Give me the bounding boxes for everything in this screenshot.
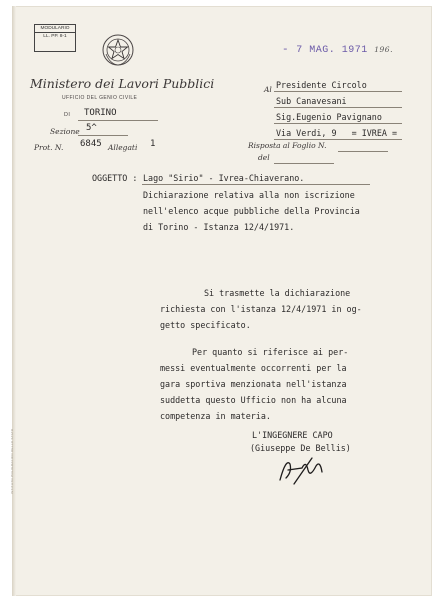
form-code-box [34, 24, 76, 52]
allegati-label: Allegati [108, 143, 138, 152]
printer-margin-text: ISTITUTO POLIGRAFICO DELLO STATO [10, 428, 14, 494]
city-name: TORINO [84, 108, 117, 118]
date-suffix: 196 [374, 45, 391, 54]
body-line: gara sportiva menzionata nell'istanza [160, 379, 347, 389]
subject-line: di Torino - Istanza 12/4/1971. [143, 222, 295, 232]
body-line: richiesta con l'istanza 12/4/1971 in og- [160, 304, 362, 314]
al-label: Al [264, 85, 272, 94]
recipient-rule [274, 107, 402, 108]
handwritten-signature [272, 450, 332, 490]
recipient-line: Sub Canavesani [276, 96, 347, 106]
di-label: DI [64, 112, 71, 118]
subject-line: Lago "Sirio" - Ivrea-Chiaverano. [143, 173, 305, 183]
reply-del-label: del [258, 153, 270, 162]
recipient-rule [274, 139, 402, 140]
sezione-label: Sezione [50, 127, 80, 136]
reply-del-rule [274, 163, 334, 164]
date-stamp: - 7 MAG. 1971 196. [282, 44, 393, 56]
body-line: Per quanto si riferisce ai per- [192, 347, 349, 357]
prot-label: Prot. N. [34, 143, 64, 152]
body-line: competenza in materia. [160, 411, 271, 421]
subject-label: OGGETTO : [92, 173, 138, 183]
date-value: 7 MAG. 1971 [296, 45, 368, 56]
italian-republic-emblem-icon [100, 32, 136, 68]
prot-value: 6845 [80, 139, 102, 149]
form-code-line1: MODULARIO [35, 25, 75, 33]
recipient-line: Via Verdi, 9 = IVREA = [276, 128, 398, 138]
reply-ref-rule [338, 151, 388, 152]
subject-line: nell'elenco acque pubbliche della Provincia [143, 206, 360, 216]
subject-line: Dichiarazione relativa alla non iscrizione [143, 190, 355, 200]
recipient-line: Sig.Eugenio Pavignano [276, 112, 382, 122]
reply-ref-label: Risposta al Foglio N. [248, 141, 327, 150]
body-line: Si trasmette la dichiarazione [204, 288, 351, 298]
recipient-rule [274, 123, 402, 124]
subject-rule [142, 184, 370, 185]
closing-title: L'INGEGNERE CAPO [252, 430, 333, 440]
allegati-value: 1 [150, 139, 156, 149]
body-line: suddetta questo Ufficio non ha alcuna [160, 395, 347, 405]
office-name: UFFICIO DEL GENIO CIVILE [62, 95, 138, 101]
paper-edge [12, 6, 16, 596]
city-rule [78, 120, 158, 121]
recipient-rule [274, 91, 402, 92]
form-code-line2: LL. PP. 8-1 [43, 34, 67, 39]
letter-sheet [12, 6, 432, 596]
ministry-title: Ministero dei Lavori Pubblici [30, 76, 215, 91]
sezione-value: 5^ [86, 123, 97, 133]
sezione-rule [78, 135, 128, 136]
body-line: messi eventualmente occorrenti per la [160, 363, 347, 373]
recipient-line: Presidente Circolo [276, 80, 367, 90]
closing-name: (Giuseppe De Bellis) [250, 443, 351, 453]
body-line: getto specificato. [160, 320, 251, 330]
